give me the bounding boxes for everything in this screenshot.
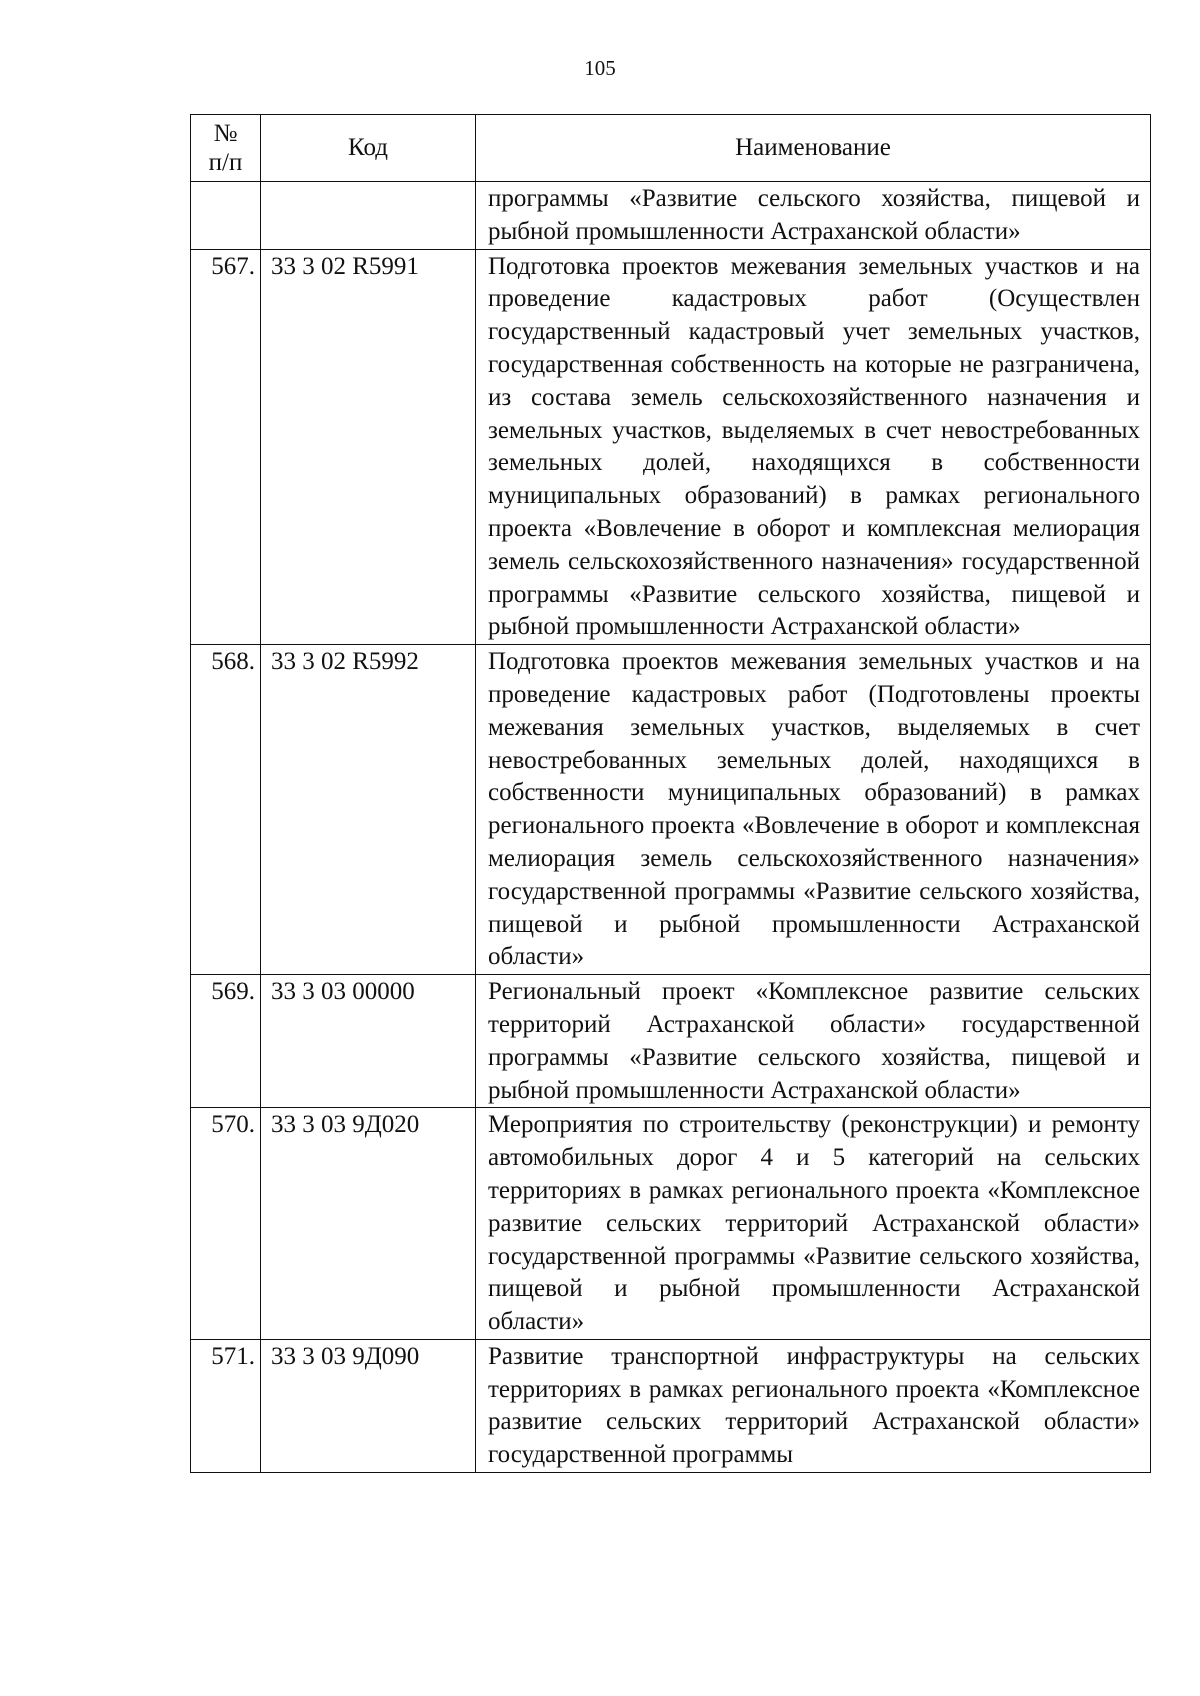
row-number: 571.	[191, 1339, 261, 1472]
table-row	[191, 645, 1151, 975]
row-code	[261, 182, 476, 250]
header-name-label: Наименование	[735, 133, 891, 161]
row-name: Региональный проект «Комплексное развитие сельских территорий Астраханской области» государственной программы «Развитие сельского хозяйства, пищевой и рыбной промышленности Астраханской области»	[476, 975, 1151, 1108]
row-number: 568.	[191, 645, 261, 975]
row-name: Подготовка проектов межевания земельных участков и на проведение кадастровых работ (Осуществлен государственный кадастровый учет земельных участков, государственная собственность на которые не разграничена, из состава земель сельскохозяйственного назначения и земельных участков, выделяемых в счет невостребованных земельных долей, находящихся в собственности муниципальных образований) в рамках регионального проекта «Вовлечение в оборот и комплексная мелиорация земель сельскохозяйственного назначения» государственной программы «Развитие сельского хозяйства, пищевой и рыбной промышленности Астраханской области»	[476, 249, 1151, 645]
row-name: программы «Развитие сельского хозяйства, пищевой и рыбной промышленности Астраханской области»	[476, 182, 1151, 250]
row-number: 569.	[191, 975, 261, 1108]
header-name	[476, 115, 1151, 182]
budget-classification-table	[190, 114, 1151, 1473]
table-row	[191, 249, 1151, 645]
header-code-label: Код	[348, 133, 388, 161]
row-code: 33 3 03 9Д090	[261, 1339, 476, 1472]
table-row	[191, 182, 1151, 250]
header-number-label: № п/п	[208, 120, 243, 176]
row-code: 33 3 03 00000	[261, 975, 476, 1108]
row-name: Мероприятия по строительству (реконструкции) и ремонту автомобильных дорог 4 и 5 категорий на сельских территориях в рамках регионального проекта «Комплексное развитие сельских территорий Астраханской области» государственной программы «Развитие сельского хозяйства, пищевой и рыбной промышленности Астраханской области»	[476, 1108, 1151, 1340]
row-name: Развитие транспортной инфраструктуры на сельских территориях в рамках регионального проекта «Комплексное развитие сельских территорий Астраханской области» государственной программы	[476, 1339, 1151, 1472]
header-number	[191, 115, 261, 182]
row-number	[191, 182, 261, 250]
row-number: 570.	[191, 1108, 261, 1340]
row-code: 33 3 02 R5992	[261, 645, 476, 975]
row-code: 33 3 02 R5991	[261, 249, 476, 645]
table-header-row	[191, 115, 1151, 182]
page-number: 105	[584, 56, 616, 80]
table-row	[191, 1339, 1151, 1472]
table-row	[191, 975, 1151, 1108]
row-name: Подготовка проектов межевания земельных участков и на проведение кадастровых работ (Подготовлены проекты межевания земельных участков, выделяемых в счет невостребованных земельных долей, находящихся в собственности муниципальных образований) в рамках регионального проекта «Вовлечение в оборот и комплексная мелиорация земель сельскохозяйственного назначения» государственной программы «Развитие сельского хозяйства, пищевой и рыбной промышленности Астраханской области»	[476, 645, 1151, 975]
row-number: 567.	[191, 249, 261, 645]
row-code: 33 3 03 9Д020	[261, 1108, 476, 1340]
header-code	[261, 115, 476, 182]
table-row	[191, 1108, 1151, 1340]
